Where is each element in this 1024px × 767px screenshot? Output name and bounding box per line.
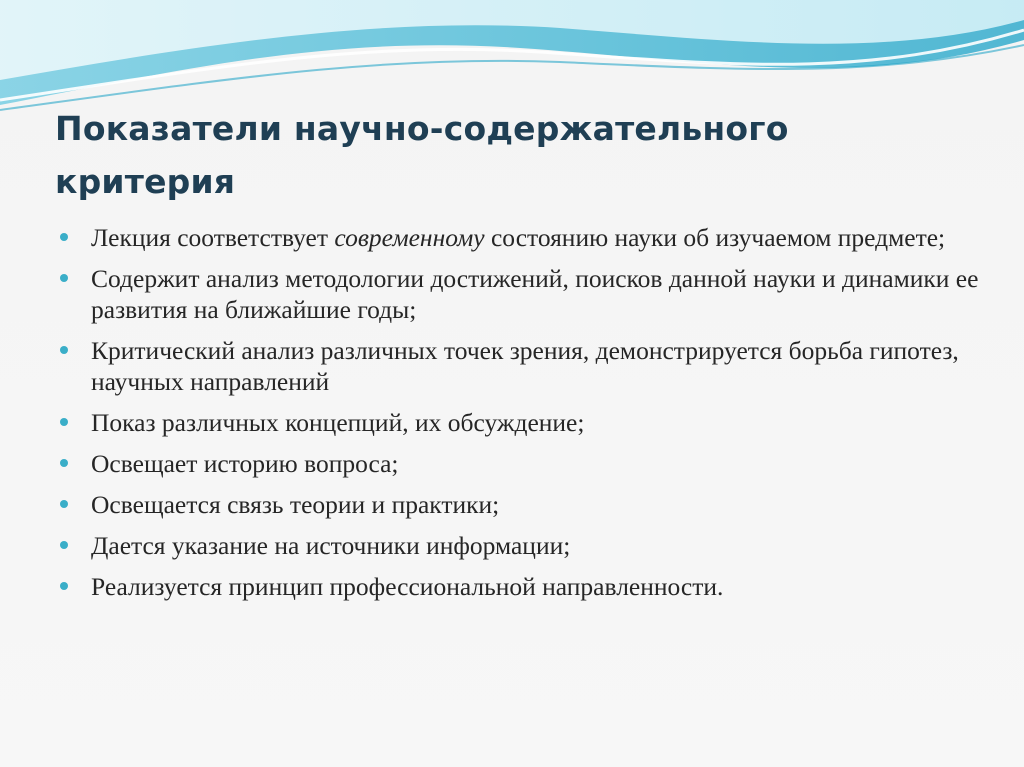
list-item-emphasis: современному [334,223,485,252]
list-item [60,489,980,520]
list-item [60,448,980,479]
list-item-text: Реализуется принцип профессиональной направленности. [91,572,724,601]
list-item-text: Содержит анализ методологии достижений, поисков данной науки и динамики ее развития на ближайшие годы; [91,264,979,324]
list-item [60,263,980,325]
list-item [60,407,980,438]
slide-title: Показатели научно-содержательного критерия [55,109,789,201]
list-item-text: Показ различных концепций, их обсуждение; [91,408,585,437]
list-item [60,530,980,561]
list-item [60,222,980,253]
list-item-text: Лекция соответствует [91,223,335,252]
bullet-dot-icon [60,274,68,282]
bullet-dot-icon [60,541,68,549]
bullet-dot-icon [60,418,68,426]
list-item-text: Освещает историю вопроса; [91,449,399,478]
bullet-dot-icon [60,582,68,590]
list-item-text: Освещается связь теории и практики; [91,490,500,519]
list-item-text: Критический анализ различных точек зрения, демонстрируется борьба гипотез, научных направлений [91,336,959,396]
bullet-dot-icon [60,459,68,467]
bullet-dot-icon [60,346,68,354]
bullet-dot-icon [60,500,68,508]
bullet-dot-icon [60,233,68,241]
list-item-text: Дается указание на источники информации; [91,531,571,560]
list-item [60,335,980,397]
list-item [60,571,980,602]
list-item-text-tail: состоянию науки об изучаемом предмете; [484,223,946,252]
bullet-list [60,222,980,612]
